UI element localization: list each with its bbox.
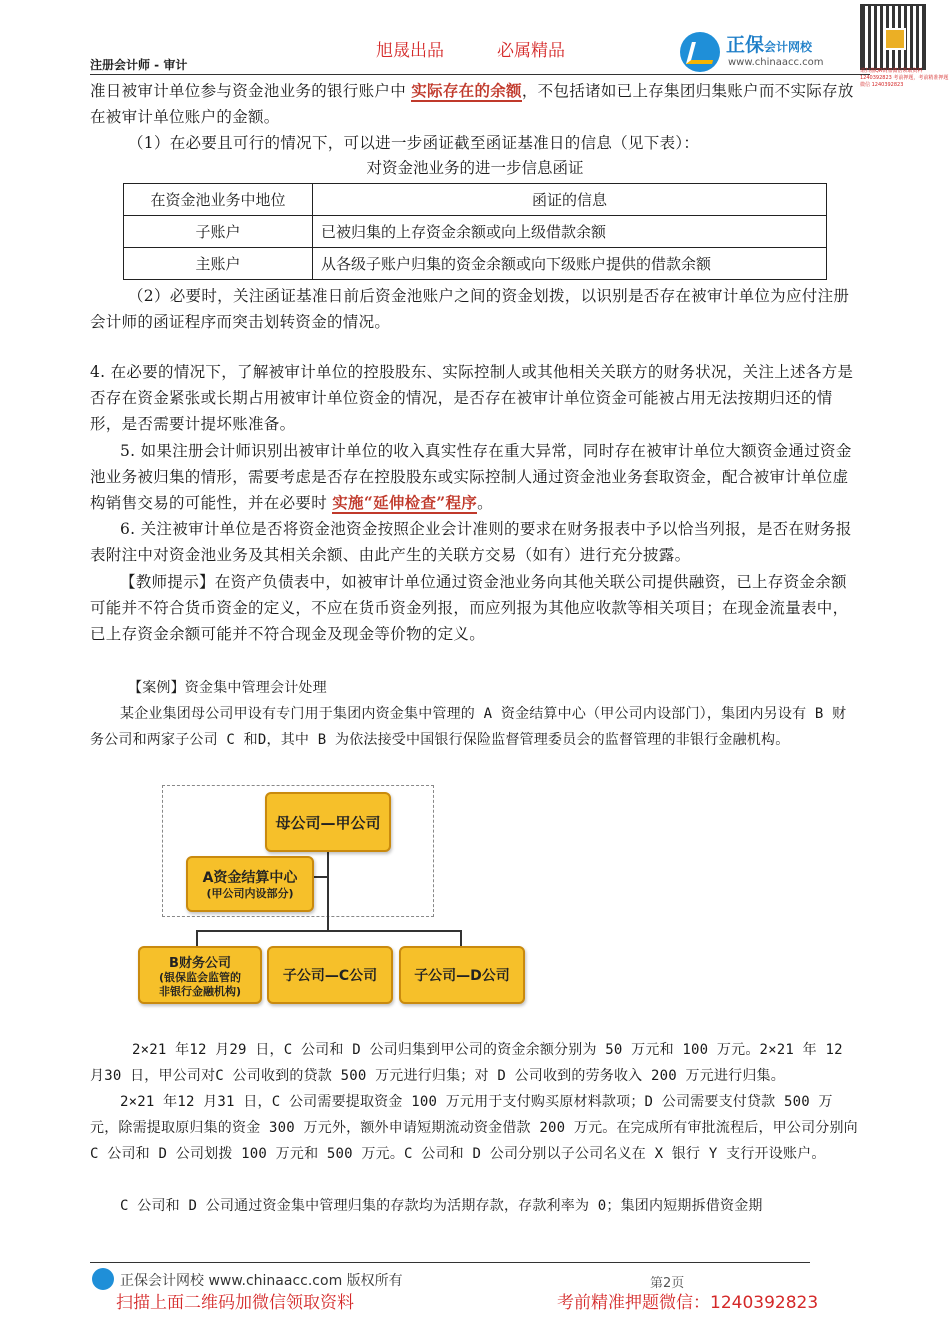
case-paragraph-1: 2×21 年12 月29 日，C 公司和 D 公司归集到甲公司的资金余额分别为 50 万元和 100 万元。2×21 年 12 月30 日，甲公司对C 公司收到的贷款 500 万元进行归集；对 D 公司收到的劳务收入 200 万元进行归集。 [90,1042,843,1084]
paragraph-balance-a: 准日被审计单位参与资金池业务的银行账户中 [90,82,407,100]
paragraph-point-5-a: 5. 如果注册会计师识别出被审计单位的收入真实性存在重大异常，同时存在被审计单位大额资金通过资金池业务被归集的情形，需要考虑是否存在控股股东或实际控制人通过资金池业务套取资金，配合被审计单位虚构销售交易的可能性，并在必要时 [90,442,852,512]
chinaacc-logo[interactable] [680,30,860,76]
table-cell: 子账户 [124,216,313,248]
node-subsidiary-d [399,946,525,1004]
table-caption: 对资金池业务的进一步信息函证 [366,159,584,177]
connector-d [460,930,462,946]
confirmation-table [123,183,827,280]
header-slogan-left: 旭晟出品 [376,41,444,61]
connector-b [196,930,198,946]
node-finance-sub: (银保监会监管的 [158,970,242,984]
logo-url: www.chinaacc.com [728,57,824,68]
node-parent-label: 母公司—甲公司 [275,813,381,832]
highlight-actual-balance: 实际存在的余额 [411,81,522,100]
paragraph-point-5-b: 。 [477,494,493,512]
node-finance-label: B财务公司 [169,955,231,971]
node-parent-company [265,792,391,852]
logo-mark-icon [680,32,720,72]
node-finance-company [138,946,262,1004]
teacher-tip: 【教师提示】在资产负债表中，如被审计单位通过资金池业务向其他关联公司提供融资，已上存资金余额可能并不符合货币资金的定义，不应在货币资金列报，而应列报为其他应收款等相关项目；在现金流量表中，已上存资金余额可能并不符合现金及现金等价物的定义。 [90,573,849,643]
case-intro: 某企业集团母公司甲设有专门用于集团内资金集中管理的 A 资金结算中心（甲公司内设部门），集团内另设有 B 财务公司和两家子公司 C 和D，其中 B 为依法接受中国银行保险监督管理委员会的监督管理的非银行金融机构。 [90,706,847,748]
paragraph-point-5 [90,438,860,516]
node-center-label: A资金结算中心 [202,870,298,886]
node-settlement-center [186,856,314,912]
paragraph-point-4: 4. 在必要的情况下，了解被审计单位的控股股东、实际控制人或其他相关关联方的财务状况，关注上述各方是否存在资金紧张或长期占用被审计单位资金的情况，是否存在被审计单位资金可能被占用无法按期归还的情形，是否需要计提坏账准备。 [90,363,854,433]
highlight-extended-check: 实施“延伸检查”程序 [332,493,478,512]
table-row [124,248,827,280]
case-paragraph-2: 2×21 年12 月31 日，C 公司需要提取资金 100 万元用于支付购买原材料款项；D 公司需要支付贷款 500 万元，除需提取原归集的资金 300 万元外，额外申请短期流动资金借款 200 万元。在完成所有审批流程后，甲公司分别向 C 公司和 D 公司划拨 100 万元和 500 万元。C 公司和 D 公司分别以子公司名义在 X 银行 Y 支行开设账户。 [90,1094,858,1162]
logo-brand: 正保 [726,34,765,56]
paragraph-item-2: （2）必要时，关注函证基准日前后资金池账户之间的资金划拨，以识别是否存在被审计单位为应付注册会计师的函证程序而突击划转资金的情况。 [90,287,850,331]
node-finance-sub: 非银行金融机构) [158,984,242,998]
table-header-row [124,184,827,216]
table-cell: 从各级子账户归集的资金余额或向下级账户提供的借款余额 [313,248,827,280]
node-center-sub: (甲公司内设部分) [206,887,294,900]
page-number: 第2页 [650,1276,685,1291]
promo-left: 扫描上面二维码加微信领取资料 [116,1293,354,1313]
logo-brand-sub: 会计网校 [764,40,813,54]
course-title: 注册会计师 - 审计 [90,58,188,72]
qr-center-logo-icon [884,28,906,50]
table-header: 函证的信息 [313,184,827,216]
case-paragraph-3: C 公司和 D 公司通过资金集中管理归集的存款均为活期存款，存款利率为 0；集团内短期拆借资金期 [120,1198,763,1214]
table-cell: 主账户 [124,248,313,280]
qr-note: 请扫描QR码加微信领取资料 1240392823 考前押题，考前精准押题微信 1240392823 [860,68,949,88]
footer-logo-icon [92,1268,114,1290]
footer-copyright[interactable]: 正保会计网校 www.chinaacc.com 版权所有 [120,1273,403,1289]
connector-vertical [327,852,329,930]
node-d-label: 子公司—D公司 [414,968,510,984]
footer-divider [90,1262,810,1263]
table-cell: 已被归集的上存资金余额或向上级借款余额 [313,216,827,248]
paragraph-point-6: 6. 关注被审计单位是否将资金池资金按照企业会计准则的要求在财务报表中予以恰当列报，是否在财务报表附注中对资金池业务及其相关余额、由此产生的关联方交易（如有）进行充分披露。 [90,520,852,564]
node-subsidiary-c [267,946,393,1004]
qr-code-icon[interactable] [860,4,926,70]
node-c-label: 子公司—C公司 [282,968,378,984]
case-title: 【案例】资金集中管理会计处理 [128,680,327,696]
promo-right: 考前精准押题微信：1240392823 [557,1293,819,1313]
table-header: 在资金池业务中地位 [124,184,313,216]
paragraph-item-1: （1）在必要且可行的情况下，可以进一步函证截至函证基准日的信息（见下表）： [128,134,700,152]
paragraph-balance-b: ，不包括诸如已上存集团归集账户而不实际存放在被审计单位账户的金额。 [90,82,854,126]
connector-horizontal [196,930,461,932]
paragraph-balance [90,78,860,130]
table-row [124,216,827,248]
header-slogan-right: 必属精品 [497,41,565,61]
